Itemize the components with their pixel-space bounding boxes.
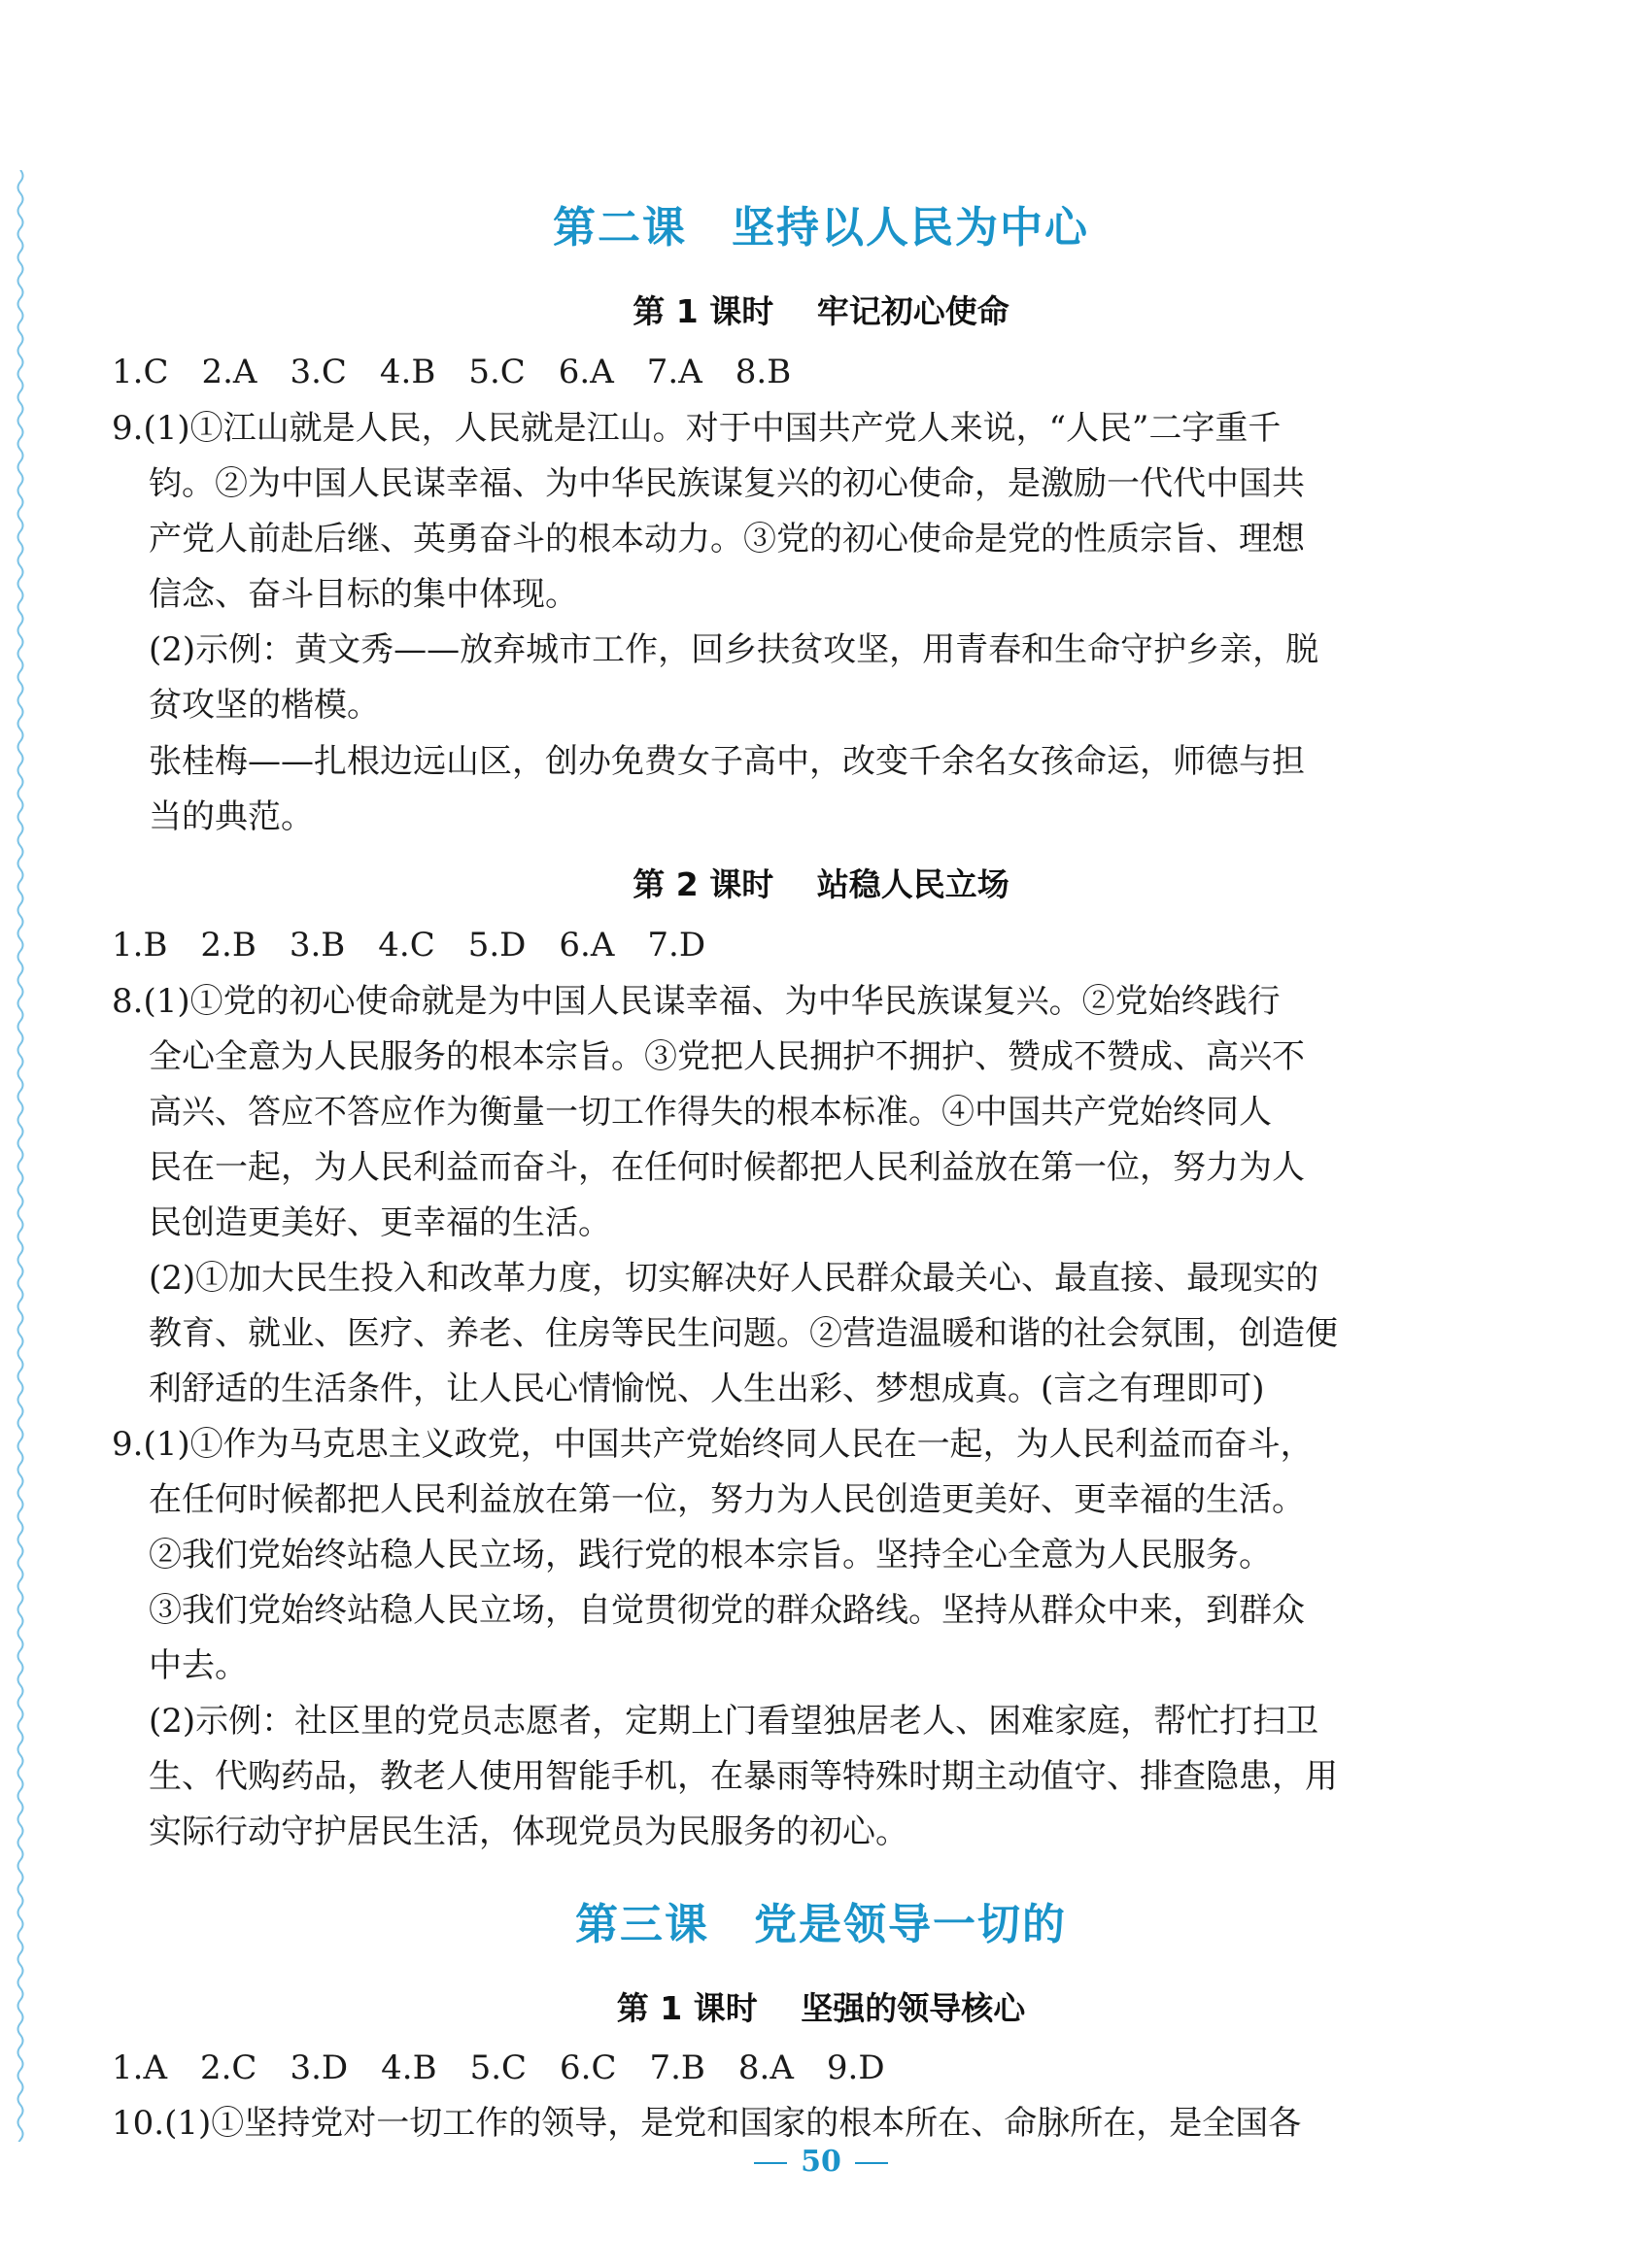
footer-dash-right [855, 2162, 888, 2164]
answer-line: 利舒适的生活条件，让人民心情愉悦、人生出彩、梦想成真。(言之有理即可) [149, 1370, 1265, 1408]
period-title-2-1: 第 1 课时 牢记初心使命 [633, 292, 1009, 330]
period-title-2-2: 第 2 课时 站稳人民立场 [633, 865, 1009, 903]
lesson-title-3: 第三课 党是领导一切的 [575, 1900, 1067, 1949]
answer-line: ③我们党始终站稳人民立场，自觉贯彻党的群众路线。坚持从群众中来，到群众 [149, 1591, 1305, 1630]
answer-line: 当的典范。 [149, 797, 314, 836]
answer-line: 1.C 2.A 3.C 4.B 5.C 6.A 7.A 8.B [112, 353, 792, 391]
answer-line: 中去。 [149, 1646, 248, 1685]
decorative-wavy-border [14, 170, 27, 2142]
answer-line: 教育、就业、医疗、养老、住房等民生问题。②营造温暖和谐的社会氛围，创造便 [149, 1314, 1338, 1353]
answer-line: 钧。②为中国人民谋幸福、为中华民族谋复兴的初心使命，是激励一代代中国共 [149, 464, 1305, 503]
period-title-3-1: 第 1 课时 坚强的领导核心 [616, 1989, 1026, 2027]
lesson-title-2: 第二课 坚持以人民为中心 [553, 203, 1089, 253]
answer-line: 民创造更美好、更幸福的生活。 [149, 1203, 611, 1242]
answer-line: 10.(1)①坚持党对一切工作的领导，是党和国家的根本所在、命脉所在，是全国各 [112, 2104, 1302, 2143]
answer-line: 张桂梅——扎根边远山区，创办免费女子高中，改变千余名女孩命运，师德与担 [149, 742, 1305, 781]
answer-line: (2)①加大民生投入和改革力度，切实解决好人民群众最关心、最直接、最现实的 [149, 1259, 1319, 1298]
answer-line: ②我们党始终站稳人民立场，践行党的根本宗旨。坚持全心全意为人民服务。 [149, 1536, 1272, 1574]
answer-line: 贫攻坚的楷模。 [149, 686, 380, 725]
answer-line: 8.(1)①党的初心使命就是为中国人民谋幸福、为中华民族谋复兴。②党始终践行 [112, 982, 1281, 1021]
answer-line: 全心全意为人民服务的根本宗旨。③党把人民拥护不拥护、赞成不赞成、高兴不 [149, 1037, 1305, 1076]
answer-line: 高兴、答应不答应作为衡量一切工作得失的根本标准。④中国共产党始终同人 [149, 1093, 1272, 1132]
answer-line: 在任何时候都把人民利益放在第一位，努力为人民创造更美好、更幸福的生活。 [149, 1480, 1305, 1519]
answer-line: 产党人前赴后继、英勇奋斗的根本动力。③党的初心使命是党的性质宗旨、理想 [149, 520, 1305, 559]
answer-line: 信念、奋斗目标的集中体现。 [149, 575, 578, 614]
answer-line: 实际行动守护居民生活，体现党员为民服务的初心。 [149, 1812, 908, 1851]
answer-line: (2)示例：社区里的党员志愿者，定期上门看望独居老人、困难家庭，帮忙打扫卫 [149, 1702, 1319, 1741]
page-number: 50 [801, 2145, 841, 2179]
answer-line: (2)示例：黄文秀——放弃城市工作，回乡扶贫攻坚，用青春和生命守护乡亲，脱 [149, 630, 1319, 669]
answer-line: 9.(1)①作为马克思主义政党，中国共产党始终同人民在一起，为人民利益而奋斗， [112, 1425, 1314, 1464]
answer-line: 生、代购药品，教老人使用智能手机，在暴雨等特殊时期主动值守、排查隐患，用 [149, 1757, 1338, 1796]
page-number-footer [0, 2145, 1642, 2179]
answer-line: 9.(1)①江山就是人民，人民就是江山。对于中国共产党人来说，“人民”二字重千 [112, 409, 1282, 448]
answer-line: 民在一起，为人民利益而奋斗，在任何时候都把人民利益放在第一位，努力为人 [149, 1148, 1305, 1187]
answer-line: 1.B 2.B 3.B 4.C 5.D 6.A 7.D [112, 926, 706, 965]
answer-line: 1.A 2.C 3.D 4.B 5.C 6.C 7.B 8.A 9.D [112, 2048, 885, 2087]
footer-dash-left [754, 2162, 787, 2164]
